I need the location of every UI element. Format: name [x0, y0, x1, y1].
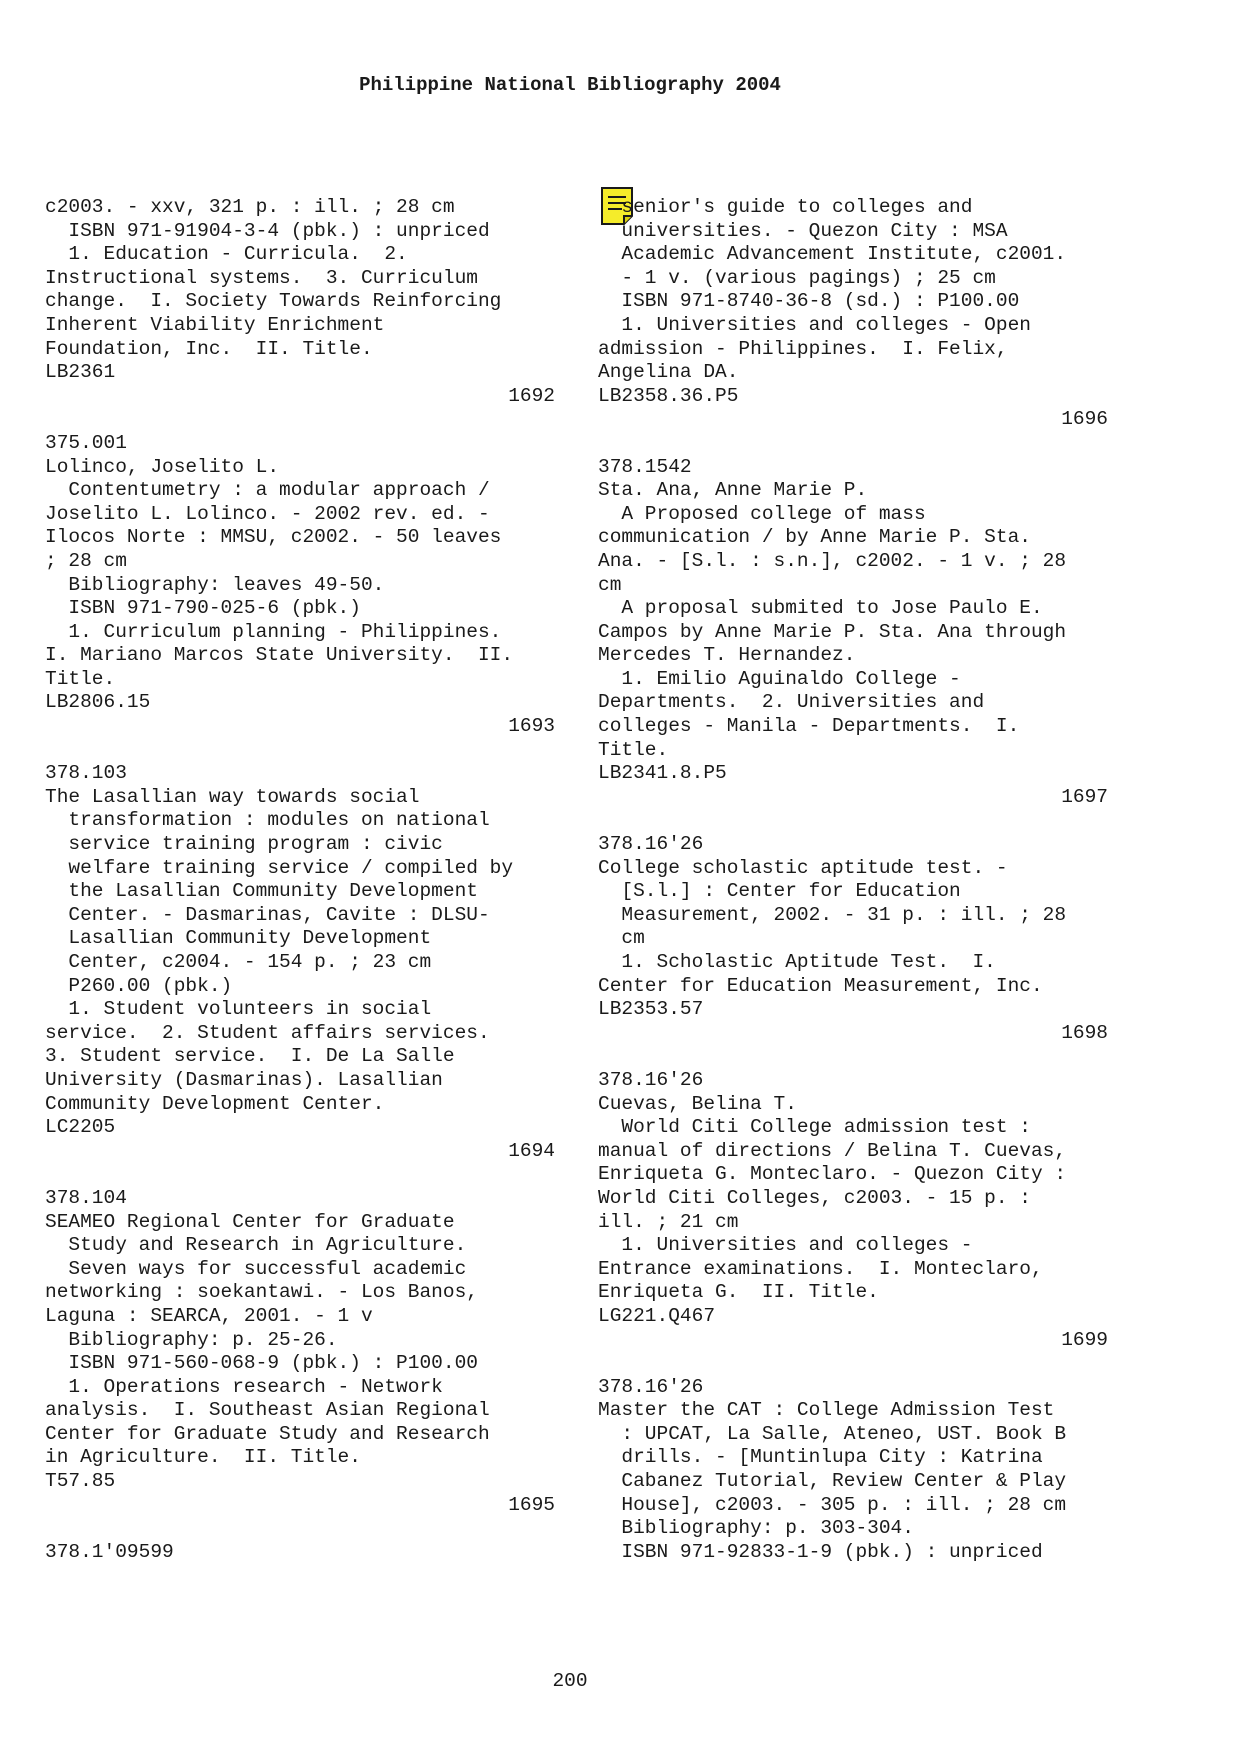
entry-line: Lasallian Community Development — [45, 927, 432, 950]
entry-line: Title. — [45, 667, 116, 690]
entry-line: transformation : modules on national — [45, 809, 490, 832]
entry-line: service. 2. Student affairs services. — [45, 1021, 490, 1044]
entry-line: admission - Philippines. I. Felix, — [598, 337, 1008, 360]
entry-spacer — [45, 408, 555, 432]
entry-line: Contentumetry : a modular approach / — [45, 479, 490, 502]
entry-line: ; 28 cm — [45, 549, 127, 572]
entry-line: service training program : civic — [45, 833, 443, 856]
bibliography-entry — [598, 809, 1108, 1045]
entry-line: senior's guide to colleges and — [598, 196, 973, 218]
entry-line: networking : soekantawi. - Los Banos, — [45, 1281, 478, 1304]
entry-number: 1697 — [1061, 785, 1108, 808]
entry-line: - 1 v. (various pagings) ; 25 cm — [598, 266, 996, 289]
entry-line: House], c2003. - 305 p. : ill. ; 28 cm — [598, 1493, 1067, 1516]
entry-line: : UPCAT, La Salle, Ateneo, UST. Book B — [598, 1422, 1067, 1445]
entry-line: Title. — [598, 738, 669, 761]
entry-line: Bibliography: p. 25-26. — [45, 1328, 338, 1351]
entry-line: World Citi Colleges, c2003. - 15 p. : — [598, 1186, 1031, 1209]
entry-spacer — [598, 809, 1108, 833]
call-number: 378.16'26 — [598, 1375, 704, 1398]
entry-line: Lolinco, Joselito L. — [45, 455, 280, 478]
entry-line: LC2205 — [45, 1116, 116, 1139]
entry-line: ISBN 971-790-025-6 (pbk.) — [45, 597, 361, 620]
entry-line: 1. Universities and colleges - — [598, 1234, 973, 1257]
page-title: Philippine National Bibliography 2004 — [359, 74, 781, 96]
entry-number: 1693 — [508, 715, 555, 738]
entry-spacer — [45, 1517, 555, 1541]
entry-line: change. I. Society Towards Reinforcing — [45, 290, 502, 313]
entry-line: in Agriculture. II. Title. — [45, 1446, 361, 1469]
entry-line: Angelina DA. — [598, 361, 739, 384]
bibliography-entry — [598, 1045, 1108, 1352]
entry-spacer — [45, 739, 555, 763]
entry-line: World Citi College admission test : — [598, 1116, 1031, 1139]
bibliography-entry — [598, 1352, 1108, 1564]
call-number: 378.104 — [45, 1186, 127, 1209]
entry-line: I. Mariano Marcos State University. II. — [45, 644, 514, 667]
entry-line: A Proposed college of mass — [598, 502, 926, 525]
entry-line: 1. Student volunteers in social — [45, 998, 432, 1021]
entry-line: Bibliography: leaves 49-50. — [45, 573, 385, 596]
entry-number: 1699 — [1061, 1328, 1108, 1351]
entry-line: cm — [598, 927, 645, 950]
bibliography-entry — [45, 196, 555, 408]
entry-number: 1698 — [1061, 1021, 1108, 1044]
entry-line: Campos by Anne Marie P. Sta. Ana through — [598, 620, 1067, 643]
call-number: 378.103 — [45, 762, 127, 785]
entry-line: ISBN 971-560-068-9 (pbk.) : P100.00 — [45, 1352, 478, 1375]
entry-number: 1696 — [1061, 408, 1108, 431]
entry-number: 1692 — [508, 384, 555, 407]
call-number: 378.16'26 — [598, 833, 704, 856]
entry-number: 1695 — [508, 1493, 555, 1516]
entry-line: Center, c2004. - 154 p. ; 23 cm — [45, 951, 432, 973]
call-number: 378.1542 — [598, 455, 692, 478]
entry-line: welfare training service / compiled by — [45, 856, 514, 879]
entry-line: the Lasallian Community Development — [45, 880, 478, 903]
entry-line: 1. Emilio Aguinaldo College - — [598, 667, 961, 690]
entry-line: Community Development Center. — [45, 1092, 385, 1115]
entry-line: ISBN 971-92833-1-9 (pbk.) : unpriced — [598, 1540, 1043, 1563]
entry-line: [S.l.] : Center for Education — [598, 880, 961, 903]
entry-line: Foundation, Inc. II. Title. — [45, 337, 373, 360]
entry-line: Laguna : SEARCA, 2001. - 1 v — [45, 1304, 373, 1327]
entry-line: ISBN 971-8740-36-8 (sd.) : P100.00 — [598, 290, 1020, 313]
entry-line: Center for Education Measurement, Inc. — [598, 974, 1043, 997]
entry-spacer — [598, 1352, 1108, 1376]
entry-line: LB2353.57 — [598, 998, 704, 1021]
entry-line: 1. Universities and colleges - Open — [598, 313, 1031, 336]
right-column — [598, 196, 1108, 1564]
entry-line: Bibliography: p. 303-304. — [598, 1517, 914, 1540]
entry-line: 1. Curriculum planning - Philippines. — [45, 620, 502, 643]
entry-line: A proposal submited to Jose Paulo E. — [598, 597, 1043, 620]
entry-line: 1. Education - Curricula. 2. — [45, 243, 408, 266]
bibliography-entry — [598, 432, 1108, 810]
entry-line: Measurement, 2002. - 31 p. : ill. ; 28 — [598, 903, 1067, 926]
call-number: 375.001 — [45, 431, 127, 454]
entry-line: universities. - Quezon City : MSA — [598, 219, 1008, 242]
entry-line: ill. ; 21 cm — [598, 1210, 739, 1233]
entry-line: 1. Scholastic Aptitude Test. I. — [598, 951, 996, 973]
entry-line: Enriqueta G. II. Title. — [598, 1281, 879, 1304]
entry-line: Mercedes T. Hernandez. — [598, 644, 856, 667]
entry-line: Sta. Ana, Anne Marie P. — [598, 479, 868, 502]
entry-line: Center. - Dasmarinas, Cavite : DLSU- — [45, 903, 490, 926]
bibliography-entry — [45, 408, 555, 738]
entry-line: Departments. 2. Universities and — [598, 691, 985, 714]
entry-line: Enriqueta G. Monteclaro. - Quezon City : — [598, 1163, 1067, 1186]
entry-spacer — [598, 432, 1108, 456]
entry-line: manual of directions / Belina T. Cuevas, — [598, 1139, 1067, 1162]
entry-line: Cuevas, Belina T. — [598, 1092, 797, 1115]
entry-number: 1694 — [508, 1139, 555, 1162]
entry-line: Ana. - [S.l. : s.n.], c2002. - 1 v. ; 28 — [598, 549, 1067, 572]
entry-line: colleges - Manila - Departments. I. — [598, 715, 1020, 738]
entry-line: LB2358.36.P5 — [598, 384, 739, 407]
entry-line: drills. - [Muntinlupa City : Katrina — [598, 1446, 1043, 1469]
entry-line: Inherent Viability Enrichment — [45, 313, 385, 336]
entry-line: P260.00 (pbk.) — [45, 974, 233, 997]
call-number: 378.1'09599 — [45, 1540, 174, 1563]
left-column — [45, 196, 555, 1564]
call-number: 378.16'26 — [598, 1068, 704, 1091]
entry-line: LB2341.8.P5 — [598, 762, 727, 785]
bibliography-entry — [45, 1517, 555, 1564]
entry-line: The Lasallian way towards social — [45, 785, 420, 808]
entry-line: Ilocos Norte : MMSU, c2002. - 50 leaves — [45, 526, 502, 549]
entry-line: LB2806.15 — [45, 691, 151, 714]
entry-line: Seven ways for successful academic — [45, 1257, 467, 1280]
bibliography-entry — [598, 196, 1108, 432]
entry-line: LG221.Q467 — [598, 1304, 716, 1327]
entry-line: analysis. I. Southeast Asian Regional — [45, 1399, 490, 1422]
entry-line: Entrance examinations. I. Monteclaro, — [598, 1257, 1043, 1280]
entry-line: Cabanez Tutorial, Review Center & Play — [598, 1470, 1067, 1493]
entry-line: ISBN 971-91904-3-4 (pbk.) : unpriced — [45, 219, 490, 242]
bibliography-entry — [45, 1163, 555, 1517]
entry-line: Center for Graduate Study and Research — [45, 1422, 490, 1445]
entry-spacer — [45, 1163, 555, 1187]
entry-line: College scholastic aptitude test. - — [598, 856, 1008, 879]
page-number: 200 — [552, 1670, 588, 1692]
entry-line: 1. Operations research - Network — [45, 1375, 443, 1398]
entry-line: SEAMEO Regional Center for Graduate — [45, 1210, 455, 1233]
entry-line: LB2361 — [45, 361, 116, 384]
entry-line: Study and Research in Agriculture. — [45, 1234, 467, 1257]
entry-line: University (Dasmarinas). Lasallian — [45, 1068, 443, 1091]
entry-line: c2003. - xxv, 321 p. : ill. ; 28 cm — [45, 196, 455, 218]
entry-line: Joselito L. Lolinco. - 2002 rev. ed. - — [45, 502, 490, 525]
entry-line: Academic Advancement Institute, c2001. — [598, 243, 1067, 266]
entry-line: T57.85 — [45, 1470, 116, 1493]
entry-line: 3. Student service. I. De La Salle — [45, 1045, 455, 1068]
entry-line: Master the CAT : College Admission Test — [598, 1399, 1055, 1422]
entry-line: communication / by Anne Marie P. Sta. — [598, 526, 1031, 549]
entry-line: Instructional systems. 3. Curriculum — [45, 266, 478, 289]
entry-spacer — [598, 1045, 1108, 1069]
bibliography-entry — [45, 739, 555, 1164]
entry-line: cm — [598, 573, 622, 596]
